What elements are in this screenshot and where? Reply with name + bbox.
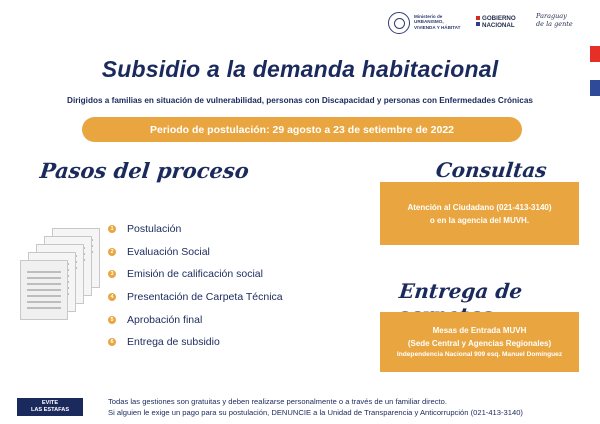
- list-item: [108, 331, 283, 354]
- entrega-box: [380, 312, 579, 372]
- step-number-icon: 3: [108, 270, 116, 278]
- step-label: Entrega de subsidio: [127, 336, 220, 349]
- ministry-line-1: Ministerio de: [414, 14, 443, 19]
- step-number-icon: 1: [108, 225, 116, 233]
- step-number-icon: 4: [108, 293, 116, 301]
- page-subtitle: Dirigidos a familias en situación de vulnerabilidad, personas con Discapacidad y personas con Enfermedades Crónicas: [67, 96, 533, 105]
- step-label: Emisión de calificación social: [127, 268, 263, 281]
- evite-line-2: LAS ESTAFAS: [30, 407, 70, 413]
- footer-line-2: Si alguien le exige un pago para su postulación, DENUNCIE a la Unidad de Transparencia y Anticorrupción (021-413-3140): [108, 407, 523, 417]
- page-title: Subsidio a la demanda habitacional: [101, 56, 499, 82]
- list-item: [108, 263, 283, 286]
- list-item: [108, 241, 283, 264]
- steps-list: [108, 218, 283, 354]
- entrega-line-1: Mesas de Entrada MUVH: [432, 326, 527, 335]
- evite-estafas-badge: [17, 398, 83, 416]
- ministry-line-3: VIVIENDA Y HÁBITAT: [414, 24, 461, 30]
- ministry-line-2: URBANISMO,: [414, 19, 444, 25]
- slogan-line-2: de la gente: [536, 20, 573, 28]
- consultas-line-2: o en la agencia del MUVH.: [429, 215, 530, 225]
- step-label: Presentación de Carpeta Técnica: [127, 291, 283, 304]
- footer-notice: [108, 397, 523, 418]
- step-label: Postulación: [127, 223, 182, 236]
- gobierno-blue-mark-icon: [476, 22, 480, 26]
- gobierno-logo-text: [482, 15, 516, 29]
- footer-line-1: Todas las gestiones son gratuitas y deben realizarse personalmente o a través de un familiar directo.: [108, 397, 447, 406]
- period-banner: [82, 117, 522, 142]
- step-label: Aprobación final: [127, 313, 203, 326]
- step-label: Evaluación Social: [127, 245, 210, 258]
- gobierno-red-mark-icon: [476, 16, 480, 20]
- list-item: [108, 286, 283, 309]
- evite-line-1: EVITE: [41, 399, 59, 406]
- entrega-line-3: Independencia Nacional 909 esq. Manuel Domínguez: [396, 351, 563, 358]
- documents-icon: [18, 222, 108, 332]
- entrega-heading: Entrega de: [398, 279, 524, 303]
- gobierno-line-2: NACIONAL: [482, 22, 515, 29]
- slogan-logo: [536, 12, 580, 28]
- list-item: [108, 218, 283, 241]
- consultas-box: [380, 182, 579, 245]
- steps-heading: Pasos del proceso: [38, 158, 251, 183]
- step-number-icon: 2: [108, 248, 116, 256]
- gobierno-line-1: GOBIERNO: [482, 15, 516, 22]
- list-item: [108, 308, 283, 331]
- consultas-line-1: Atención al Ciudadano (021-413-3140): [407, 202, 552, 212]
- step-number-icon: 6: [108, 338, 116, 346]
- entrega-line-2: (Sede Central y Agencias Regionales): [407, 339, 552, 348]
- ministry-logo-text: [414, 14, 474, 30]
- period-text: Periodo de postulación: 29 agosto a 23 de setiembre de 2022: [149, 123, 455, 136]
- consultas-heading: Consultas: [434, 158, 548, 182]
- step-number-icon: 5: [108, 316, 116, 324]
- ministry-seal-icon: [388, 12, 410, 34]
- slogan-line-1: Paraguay: [536, 12, 567, 20]
